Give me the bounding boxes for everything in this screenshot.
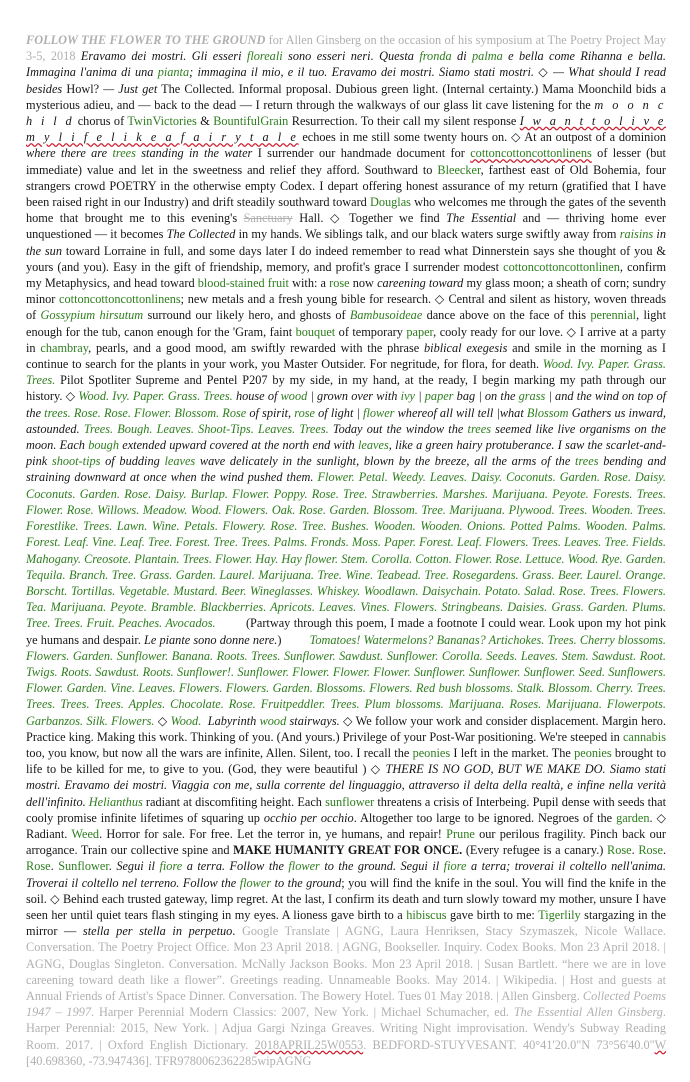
poem-prose-block: FOLLOW THE FLOWER TO THE GROUND for Allen Ginsberg on the occasion of his symposium at The Poetry Project May 3-5, 2018 Eravamo dei mostri. Gli esseri floreali sono esseri neri. Questa fronda di palma e bella come Rihanna e bella. Immagina l'anima di una pianta; immagina il mio, e il tuo. Eravamo dei mostri. Siamo stati mostri. ◇ — What should I read besides Howl? — Just get The Collected. Informal proposal. Dubious green light. (Internal certainty.) Mama Moonchild bids a mysterious adieu, and — back to the dead — I return through the walkways of our glass lit cave listening for the m o o n c h i l d chorus of TwinVictories & BountifulGrain Resurrection. To their call my silent response I w a n t t o l i v e m y l i f e l i k e a f a i r y t a l e echoes in me still some twenty hours on. ◇ At an outpost of a dominion where there are trees standing in the water I surrender our handmade document for cottoncottoncottonlinens of lesser (but immediate) value and let in the sweetness and relief they afford. Southward to Bleecker, farthest east of Old Bohemia, four strangers crowd POETRY in the otherwise empty Codex. I depart offering honest assurance of my return (gratified that I have been raised right in our Industry) and drift steadily southward toward Douglas who welcomes me through the gates of the seventh home that brought me to this evening's Sanctuary Hall. ◇ Together we find The Essential and — thriving home ever unquestioned — it becomes The Collected in my hands. We siblings talk, and our black waters surge swiftly away from raisins in the sun toward Lorraine in full, and some days later I do indeed remember to read what Dinnerstein says she thought of you & yours (and you). Easy in the gift of friendship, memory, and profit's grace I surrender modest cottoncottoncottonlinen, confirm my Metaphysics, and head toward blood-stained fruit with: a rose now careening toward my glass moon; a sheath of corn; sundry minor cottoncottoncottonlinens; new metals and a fresh young bible for research. ◇ Central and silent as history, woven threads of Gossypium hirsutum surround our likely hero, and ghosts of Bambusoideae dance above on the face of this perennial, light enough for the tub, canon enough for the 'Gram, faint bouquet of temporary paper, cooly ready for our love. ◇ I arrive at a party in chambray, pearls, and a good mood, am swiftly rewarded with the phrase biblical exegesis and smile in the morning as I continue to search for the plants in your work, you Master Outsider. For negritude, for flora, for death. Wood. Ivy. Paper. Grass. Trees. Pilot Spotliter Supreme and Pentel P207 by my side, in my hand, at the ready, I begin marking my path through our history. ◇ Wood. Ivy. Paper. Grass. Trees. house of wood | grown over with ivy | paper bag | on the grass | and the wind on top of the trees. Rose. Rose. Flower. Blossom. Rose of spirit, rose of light | flower whereof all will tell |what Blossom Gathers us inward, astounded. Trees. Bough. Leaves. Shoot-Tips. Leaves. Trees. Today out the window the trees seemed like live organisms on the moon. Each bough extended upward covered at the north end with leaves, like a green hairy protuberance. I saw the scarlet-and-pink shoot-tips of budding leaves wave delicately in the sunlight, blown by the breeze, all the arms of the trees bending and straining downward at once when the wind pushed them. Flower. Petal. Weedy. Leaves. Daisy. Coconuts. Garden. Rose. Daisy. Coconuts. Garden. Rose. Daisy. Burlap. Flower. Poppy. Rose. Tree. Strawberries. Marshes. Marijuana. Peyote. Forests. Trees. Flower. Rose. Willows. Meadow. Wood. Flowers. Oak. Rose. Garden. Blossom. Tree. Marijuana. Plywood. Trees. Wooden. Trees. Forestlike. Trees. Lawn. Wine. Petals. Flowery. Rose. Tree. Bushes. Wooden. Wooden. Onions. Potted Palms. Wooden. Palms. Forest. Leaf. Vine. Leaf. Tree. Forest. Tree. Trees. Palms. Fronds. Moss. Paper. Forest. Leaf. Flowers. Trees. Leaves. Tree. Fields. Mahogany. Creosote. Plantain. Trees. Flower. Hay. Hay flower. Stem. Corolla. Cotton. Flower. Rose. Lettuce. Wood. Rye. Garden. Tequila. Branch. Tree. Grass. Garden. Laurel. Marijuana. Tree. Wine. Teabead. Tree. Rosegardens. Grass. Beer. Laurel. Orange. Borscht. Tortillas. Vegetable. Mustard. Beer. Wineglasses. Whiskey. Woodlawn. Daisychain. Potato. Salad. Rose. Trees. Flowers. Tea. Marijuana. Peyote. Bramble. Blackberries. Apricots. Leaves. Vines. Flowers. Stringbeans. Daisies. Grass. Garden. Plums. Tree. Trees. Fruit. Peaches. Avocados. (Partway through this poem, I made a footnote I could wear. Look upon my hot pink ye humans and despair. Le piante sono donne nere.) Tomatoes! Watermelons? Bananas? Artichokes. Trees. Cherry blossoms. Flowers. Garden. Sunflower. Banana. Roots. Trees. Sunflower. Sawdust. Sunflower. Corolla. Seeds. Leaves. Stem. Sawdust. Root. Twigs. Roots. Sawdust. Roots. Sunflower!. Sunflower. Flower. Flower. Flower. Sunflower. Sunflower. Sunflower. Seed. Sunflowers. Flower. Garden. Vine. Leaves. Flowers. Flowers. Garden. Blossoms. Flowers. Red bush blossoms. Stalk. Blossom. Cherry. Trees. Trees. Trees. Trees. Apples. Chocolate. Rose. Fruitpeddler. Trees. Plum blossoms. Marijuana. Roses. Marijuana. Flowerpots. Garbanzos. Silk. Flowers. ◇ Wood. Labyrinth wood stairways. ◇ We follow your work and consider displacement. Margin hero. Practice king. Making this work. Thinking of you. (And yours.) Privilege of your Post-War positioning. We're steeped in cannabis too, you know, but now all the wars are infinite, Allen. Silent, too. I recall the peonies I left in the market. The peonies brought to life to be killed for me, to give to you. (God, they were beautiful ) ◇ THERE IS NO GOD, BUT WE MAKE DO. Siamo stati mostri. Eravamo dei mostri. Viaggia con me, sulla corrente del linguaggio, attraverso il delta della realtà, e infine nella verità dell'infinito. Helianthus radiant at discomfiting height. Each sunflower threatens a crisis of Interbeing. Pupil dense with seeds that cooly promise infinite lifetimes of squaring up occhio per occhio. Altogether too large to be ignored. Negroes of the garden. ◇ Radiant. Weed. Horror for sale. For free. Let the terror in, ye humans, and repair! Prune our perilous fragility. Pinch back our arrogance. Train our collective spine and MAKE HUMANITY GREAT FOR ONCE. (Every refugee is a canary.) Rose. Rose. Rose. Sunflower. Segui il fiore a terra. Follow the flower to the ground. Segui il fiore a terra; troverai il coltello nell'anima. Troverai il coltello nel terreno. Follow the flower to the ground; you will find the knife in the soul. You will find the knife in the soil. ◇ Behind each trusted gateway, limp regret. At the last, I confirm its death and turn slowly toward my mother, unsure I have seen her until quiet tears flash stinging in my eyes. A lioness gave birth to a hibiscus gave birth to me: Tigerlily stargazing in the mirror — stella per stella in perpetuo. Google Translate | AGNG, Laura Henriksen, Stacy Szymaszek, Nicole Wallace. Conversation. The Poetry Project Office. Mon 23 April 2018. | AGNG, Bookseller. Inquiry. Codex Books. Mon 23 April 2018. | AGNG, Douglas Singleton. Conversation. McNally Jackson Books. Mon 23 April 2018. | Susan Bartlett. “here we are in love careening toward death like a flower”. Greetings reading. Unnameable Books. May 2014. | Wikipedia. | Host and guests at Annual Friends of Artist's Space Dinner. Conversation. The Bowery Hotel. Tues 01 May 2018. | Allen Ginsberg. Collected Poems 1947 – 1997. Harper Perennial Modern Classics: 2007, New York. | Michael Schumacher, ed. The Essential Allen Ginsberg. Harper Perennial: 2015, New York. | Adjua Gargi Nzinga Greaves. Writing Night improvisation. Wendy's Subway Reading Room. 2017. | Oxford English Dictionary. 2018APRIL25W0553. BEDFORD-STUYVESANT. 40°41'20.0"N 73°56'40.0"W [40.698360, -73.947436]. TFR9780062362285wipAGNG [26, 33, 667, 1068]
